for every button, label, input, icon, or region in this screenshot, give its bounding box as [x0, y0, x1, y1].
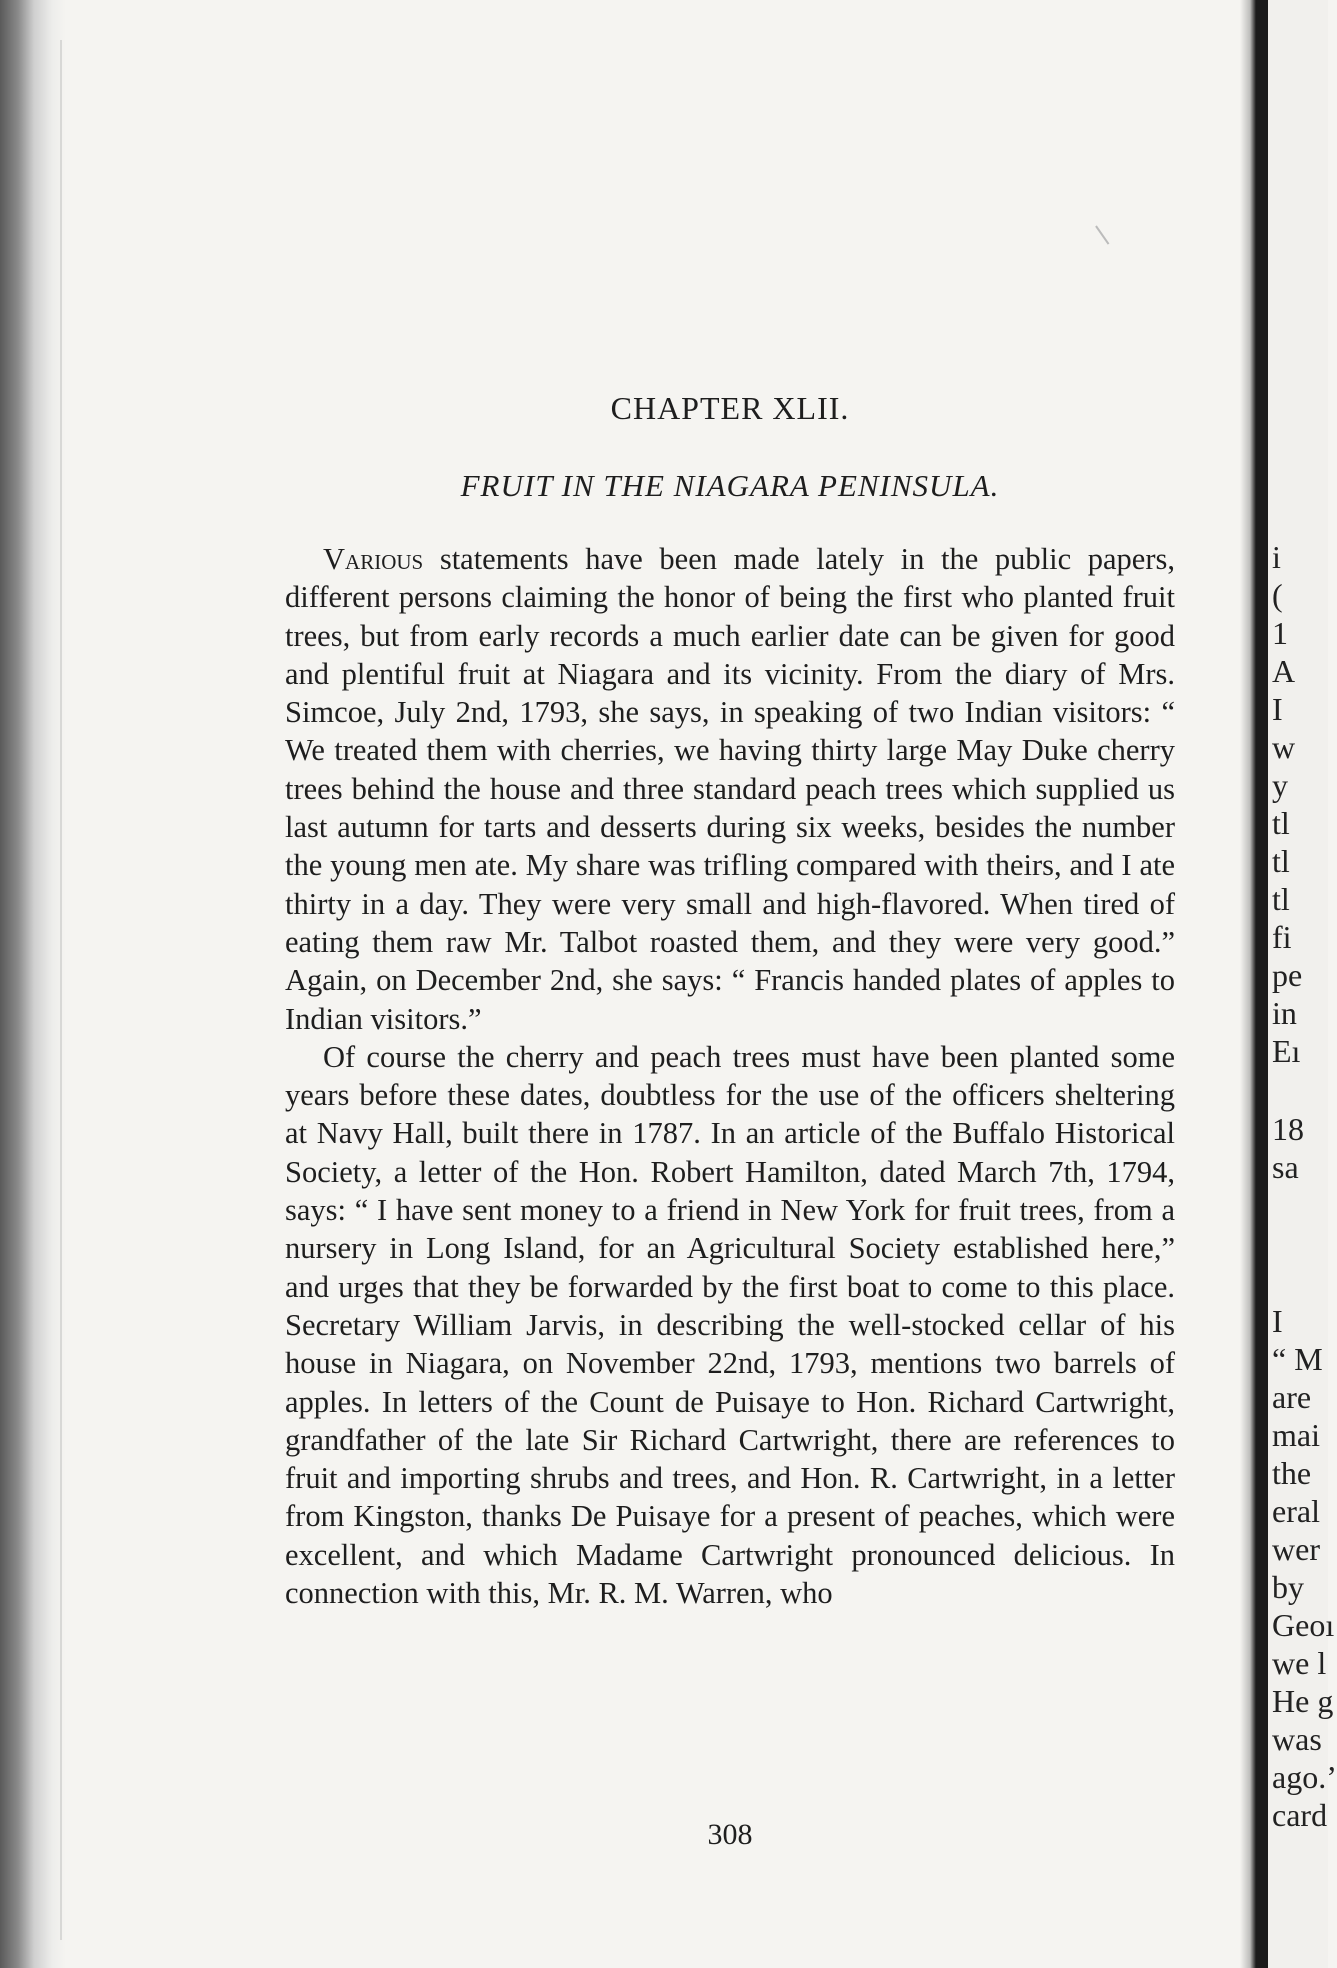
paragraph-2-text: Of course the cherry and peach trees must have been planted some years before these dates, doubtless for the use of the officers sheltering at Navy Hall, built there in 1787. In an article of the Buffalo Historical Society, a letter of the Hon. Robert Hamilton, dated March 7th, 1794, says: “ I have sent money to a friend in New York for fruit trees, from a nursery in Long Island, for an Agricultural Society established here,” and urges that they be forwarded by the first boat to come to this place. Secretary William Jarvis, in describing the well-stocked cellar of his house in Niagara, on November 22nd, 1793, mentions two barrels of apples. In letters of the Count de Puisaye to Hon. Richard Cartwright, grandfather of the late Sir Richard Cartwright, there are references to fruit and importing shrubs and trees, and Hon. R. Cartwright, in a letter from Kingston, thanks De Puisaye for a present of peaches, which were excellent, and which Madame Cartwright pronounced delicious. In connection with this, Mr. R. M. Warren, who	[285, 1039, 1175, 1611]
facing-fragment: mai	[1272, 1417, 1320, 1453]
facing-fragment: “ M	[1272, 1341, 1323, 1377]
facing-fragment: eral	[1272, 1493, 1320, 1529]
facing-fragment: the	[1272, 1455, 1312, 1491]
body-text	[285, 540, 1175, 1612]
facing-fragment: wer	[1272, 1531, 1320, 1567]
page-edge-line	[60, 40, 62, 1940]
facing-fragment: in	[1272, 995, 1297, 1031]
chapter-title: CHAPTER XLII.	[610, 390, 850, 426]
facing-fragment: Geoı	[1272, 1607, 1335, 1643]
paragraph-lead-word: Various	[323, 542, 424, 576]
facing-fragment: was	[1272, 1721, 1322, 1757]
facing-fragment: sa	[1272, 1149, 1299, 1185]
facing-fragment: are	[1272, 1379, 1312, 1415]
facing-fragment: fi	[1272, 919, 1292, 955]
facing-fragment: y	[1272, 767, 1288, 803]
paragraph-2	[285, 1038, 1175, 1612]
facing-fragment: card	[1272, 1797, 1328, 1833]
facing-fragment: by	[1272, 1569, 1304, 1605]
chapter-subtitle: FRUIT IN THE NIAGARA PENINSULA.	[460, 468, 1000, 503]
facing-fragment: tl	[1272, 805, 1290, 841]
facing-fragment: tl	[1272, 881, 1290, 917]
facing-fragment: i	[1272, 539, 1281, 575]
facing-fragment: 18	[1272, 1111, 1304, 1147]
facing-fragment: pe	[1272, 957, 1303, 993]
facing-fragment: (	[1272, 577, 1283, 613]
facing-fragment: Eı	[1272, 1033, 1301, 1069]
facing-fragment: w	[1272, 729, 1296, 765]
facing-fragment: A	[1272, 653, 1296, 689]
facing-fragment: we l	[1272, 1645, 1327, 1681]
facing-fragment: He g	[1272, 1683, 1334, 1719]
paragraph-1	[285, 540, 1175, 1038]
facing-fragment: I	[1272, 691, 1283, 727]
book-gutter-shadow	[1240, 0, 1268, 1968]
facing-fragment: ago.’	[1272, 1759, 1337, 1795]
page-number: 308	[707, 1818, 753, 1851]
book-binding-edge	[0, 0, 66, 1968]
facing-page-edge	[1268, 0, 1337, 1968]
paper-mark	[1095, 217, 1121, 244]
facing-fragment: tl	[1272, 843, 1290, 879]
facing-fragment: 1	[1272, 615, 1288, 651]
facing-fragment: I	[1272, 1303, 1283, 1339]
paragraph-1-text: statements have been made lately in the public papers, different persons claiming the honor of being the first who planted fruit trees, but from early records a much earlier date can be given for good and plentiful fruit at Niagara and its vicinity. From the diary of Mrs. Simcoe, July 2nd, 1793, she says, in speaking of two Indian visitors: “ We treated them with cherries, we having thirty large May Duke cherry trees behind the house and three standard peach trees which supplied us last autumn for tarts and desserts during six weeks, besides the number the young men ate. My share was trifling compared with theirs, and I ate thirty in a day. They were very small and high-flavored. When tired of eating them raw Mr. Talbot roasted them, and they were very good.” Again, on December 2nd, she says: “ Francis handed plates of apples to Indian visitors.”	[285, 542, 1175, 1036]
